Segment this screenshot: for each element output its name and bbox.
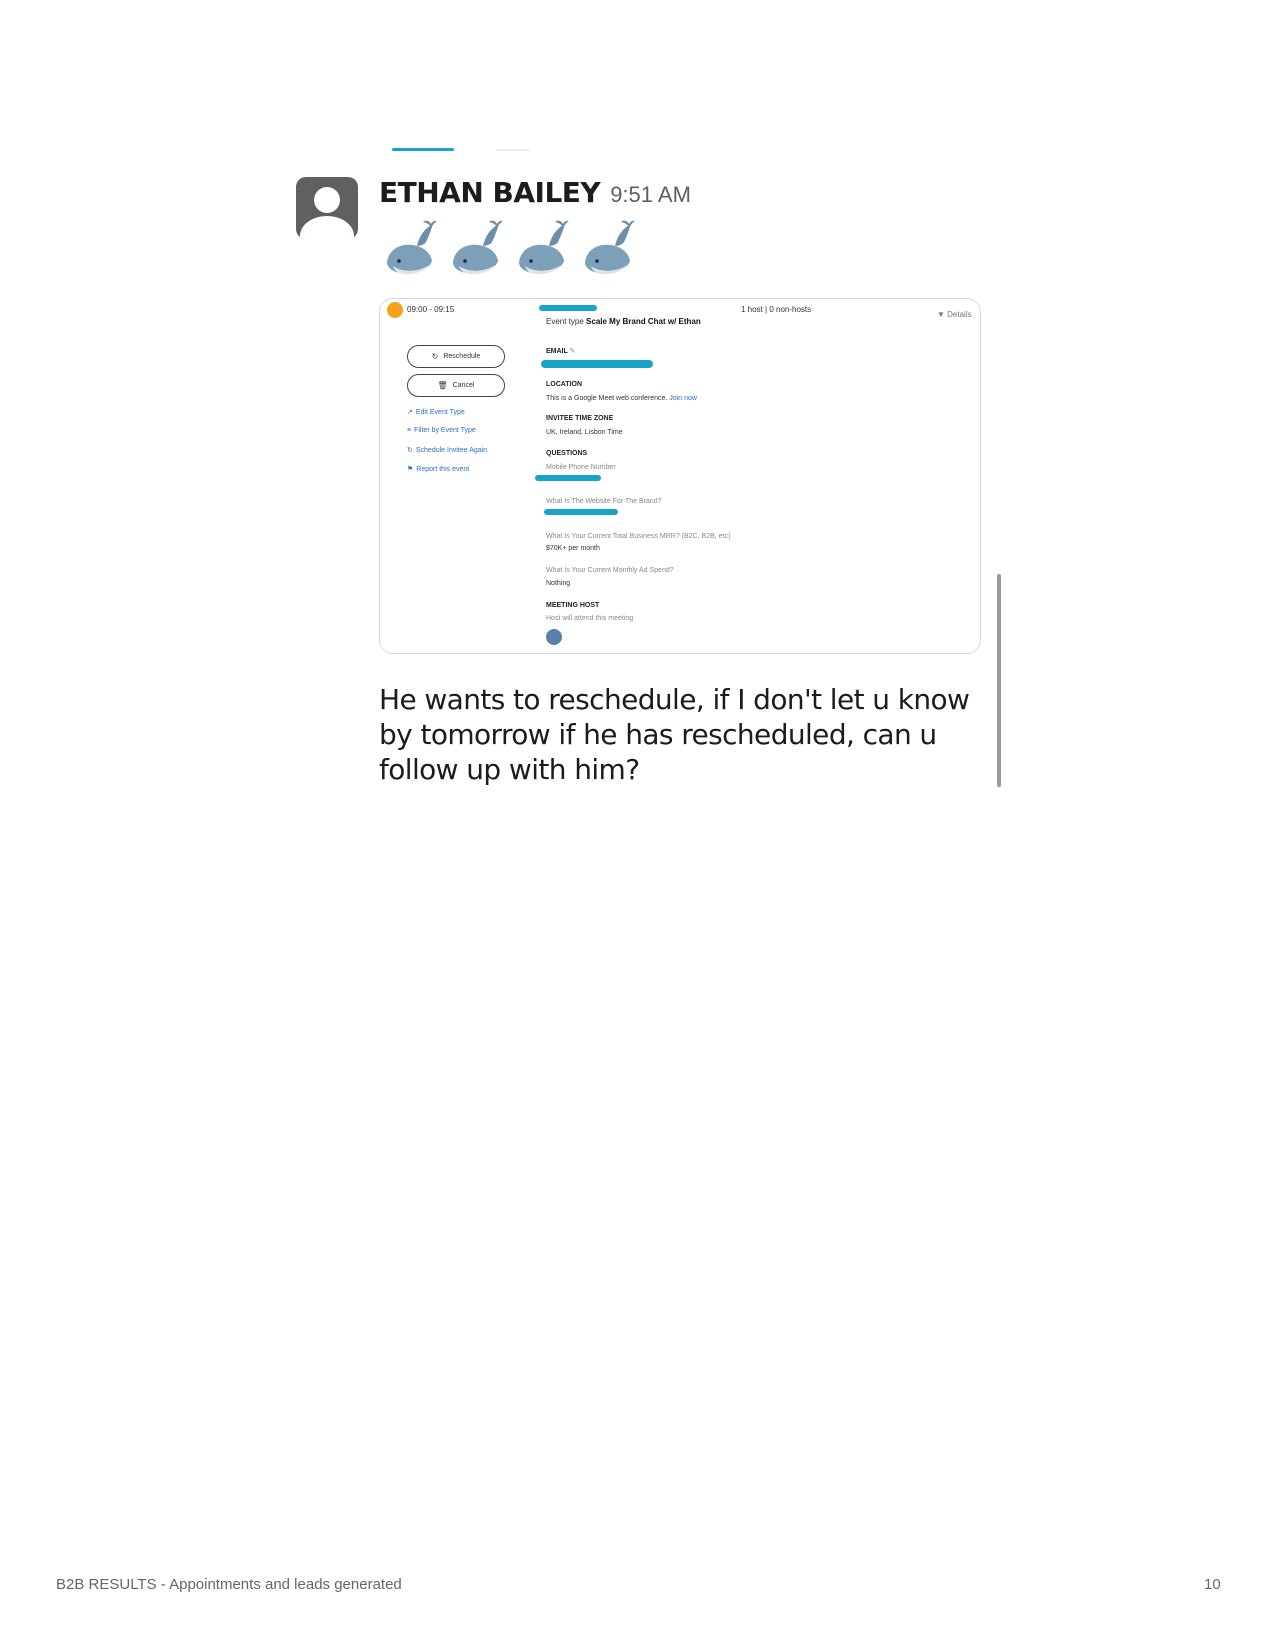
emoji-row bbox=[379, 218, 643, 278]
location-text: This is a Google Meet web conference. bbox=[546, 395, 668, 402]
redaction-mark bbox=[535, 475, 601, 481]
whale-emoji-icon bbox=[445, 218, 505, 278]
cancel-button[interactable] bbox=[407, 374, 505, 397]
event-type-name: Scale My Brand Chat w/ Ethan bbox=[586, 317, 701, 326]
avatar-head bbox=[314, 187, 340, 213]
link-label: Filter by Event Type bbox=[414, 427, 476, 434]
event-time-range: 09:00 - 09:15 bbox=[407, 305, 455, 314]
filter-event-type-link[interactable] bbox=[407, 427, 476, 434]
footer-title: B2B RESULTS - Appointments and leads generated bbox=[56, 1576, 402, 1593]
redaction-mark bbox=[541, 360, 653, 368]
questions-label: QUESTIONS bbox=[546, 450, 588, 457]
location-value bbox=[546, 395, 697, 402]
flag-icon: ⚑ bbox=[407, 466, 414, 473]
redaction-mark bbox=[539, 305, 597, 311]
question-website: What Is The Website For The Brand? bbox=[546, 498, 662, 505]
redaction-mark bbox=[392, 148, 454, 151]
whale-emoji-icon bbox=[379, 218, 439, 278]
redaction-mark bbox=[544, 509, 618, 515]
meeting-host-label: MEETING HOST bbox=[546, 602, 600, 609]
refresh-icon: ↻ bbox=[407, 447, 413, 454]
message-header bbox=[379, 176, 691, 209]
location-label: LOCATION bbox=[546, 381, 583, 388]
question-ad-spend: What Is Your Current Monthly Ad Spend? bbox=[546, 567, 674, 574]
host-avatar bbox=[546, 629, 562, 645]
join-now-link[interactable]: Join now bbox=[669, 395, 697, 402]
reschedule-button[interactable] bbox=[407, 345, 505, 368]
timezone-value: UK, Ireland, Lisbon Time bbox=[546, 429, 623, 436]
link-label: Schedule Invitee Again bbox=[415, 447, 488, 454]
whale-emoji-icon bbox=[577, 218, 637, 278]
answer-ad-spend: Nothing bbox=[546, 580, 571, 587]
filter-icon: ≡ bbox=[407, 427, 412, 434]
question-phone: Mobile Phone Number bbox=[546, 464, 616, 471]
answer-mrr: $70K+ per month bbox=[546, 545, 600, 552]
message-text: He wants to reschedule, if I don't let u know by tomorrow if he has rescheduled, can u follow up with him? bbox=[379, 683, 970, 786]
details-label: Details bbox=[947, 310, 972, 319]
email-label bbox=[546, 347, 575, 355]
event-type bbox=[546, 317, 701, 326]
details-toggle[interactable]: ▼ Details bbox=[937, 310, 972, 319]
email-label-text: EMAIL bbox=[546, 348, 568, 355]
report-event-link[interactable] bbox=[407, 465, 469, 473]
reschedule-label: Reschedule bbox=[443, 353, 481, 360]
edit-event-type-link[interactable] bbox=[407, 408, 465, 416]
timezone-label: INVITEE TIME ZONE bbox=[546, 415, 614, 422]
event-type-prefix: Event type bbox=[546, 317, 584, 326]
avatar-shoulders bbox=[300, 216, 354, 239]
event-color-dot bbox=[387, 302, 403, 318]
message-time[interactable]: 9:51 AM bbox=[610, 182, 691, 207]
sender-name[interactable]: ETHAN BAILEY bbox=[379, 176, 601, 209]
avatar[interactable] bbox=[296, 177, 358, 239]
trash-icon: 🗑 bbox=[437, 381, 448, 390]
attached-screenshot[interactable] bbox=[379, 298, 981, 654]
schedule-again-link[interactable] bbox=[407, 446, 487, 454]
page-number: 10 bbox=[1204, 1576, 1221, 1593]
whale-emoji-icon bbox=[511, 218, 571, 278]
refresh-icon: ↻ bbox=[431, 352, 439, 361]
divider bbox=[496, 149, 530, 151]
scrollbar[interactable] bbox=[997, 574, 1001, 787]
cancel-label: Cancel bbox=[452, 382, 475, 389]
question-mrr: What Is Your Current Total Business MRR? (B2C, B2B, etc) bbox=[546, 533, 731, 540]
meeting-host-note: Host will attend this meeting bbox=[546, 615, 634, 622]
link-label: Report this event bbox=[416, 466, 470, 473]
host-count: 1 host | 0 non-hosts bbox=[741, 305, 812, 314]
pencil-icon: ✎ bbox=[569, 348, 576, 355]
link-label: Edit Event Type bbox=[415, 409, 465, 416]
external-link-icon: ↗ bbox=[407, 409, 413, 416]
